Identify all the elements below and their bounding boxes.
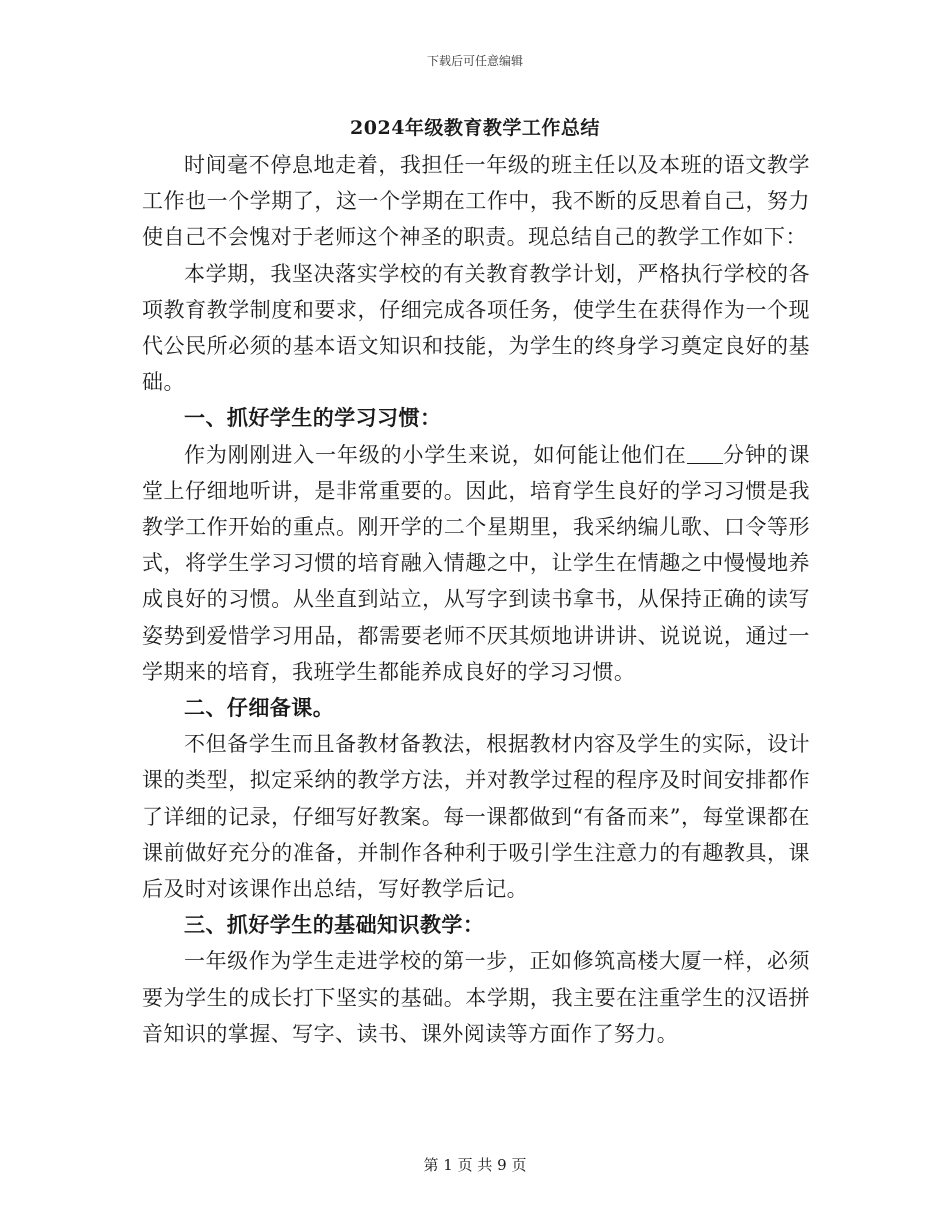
intro-paragraph-2: 本学期，我坚决落实学校的有关教育教学计划，严格执行学校的各项教育教学制度和要求，仔细完成各项任务，使学生在获得作为一个现代公民所必须的基本语文知识和技能，为学生的终身学习奠定良好的基础。 [142,261,810,395]
intro-paragraph-1: 时间毫不停息地走着，我担任一年级的班主任以及本班的语文教学工作也一个学期了，这一个学期在工作中，我不断的反思着自己，努力使自己不会愧对于老师这个神圣的职责。现总结自己的教学工作如下： [142,153,810,250]
section-1-text-before-blank: 作为刚刚进入一年级的小学生来说，如何能让他们在 [184,442,687,467]
fill-in-blank [687,443,723,464]
section-3-paragraph: 一年级作为学生走进学校的第一步，正如修筑高楼大厦一样，必须要为学生的成长打下坚实的基础。本学期，我主要在注重学生的汉语拼音知识的掌握、写字、读书、课外阅读等方面作了努力。 [142,949,810,1046]
section-1-text-after-blank: 分钟的课堂上仔细地听讲，是非常重要的。因此，培育学生良好的学习习惯是我教学工作开始的重点。刚开学的二个星期里，我采纳编儿歌、口令等形式，将学生学习习惯的培育融入情趣之中，让学生在情趣之中慢慢地养成良好的习惯。从坐直到站立，从写字到读书拿书，从保持正确的读写姿势到爱惜学习用品，都需要老师不厌其烦地讲讲讲、说说说，通过一学期来的培育，我班学生都能养成良好的学习习惯。 [142,442,810,684]
section-1-paragraph [142,437,810,690]
document-body [142,147,810,1052]
section-1-heading: 一、抓好学生的学习习惯： [184,405,442,431]
section-2-paragraph: 不但备学生而且备教材备教法，根据教材内容及学生的实际，设计课的类型，拟定采纳的教学方法，并对教学过程的程序及时间安排都作了详细的记录，仔细写好教案。每一课都做到“有备而来”，每堂课都在课前做好充分的准备，并制作各种利于吸引学生注意力的有趣教具，课后及时对该课作出总结，写好教学后记。 [142,732,810,902]
section-2-heading: 二、仔细备课。 [184,695,335,721]
section-3-heading: 三、抓好学生的基础知识教学： [184,912,485,938]
page-number-footer: 第 1 页 共 9 页 [423,1156,527,1174]
header-note: 下载后可任意编辑 [426,54,523,68]
document-title: 2024年级教育教学工作总结 [350,117,600,139]
